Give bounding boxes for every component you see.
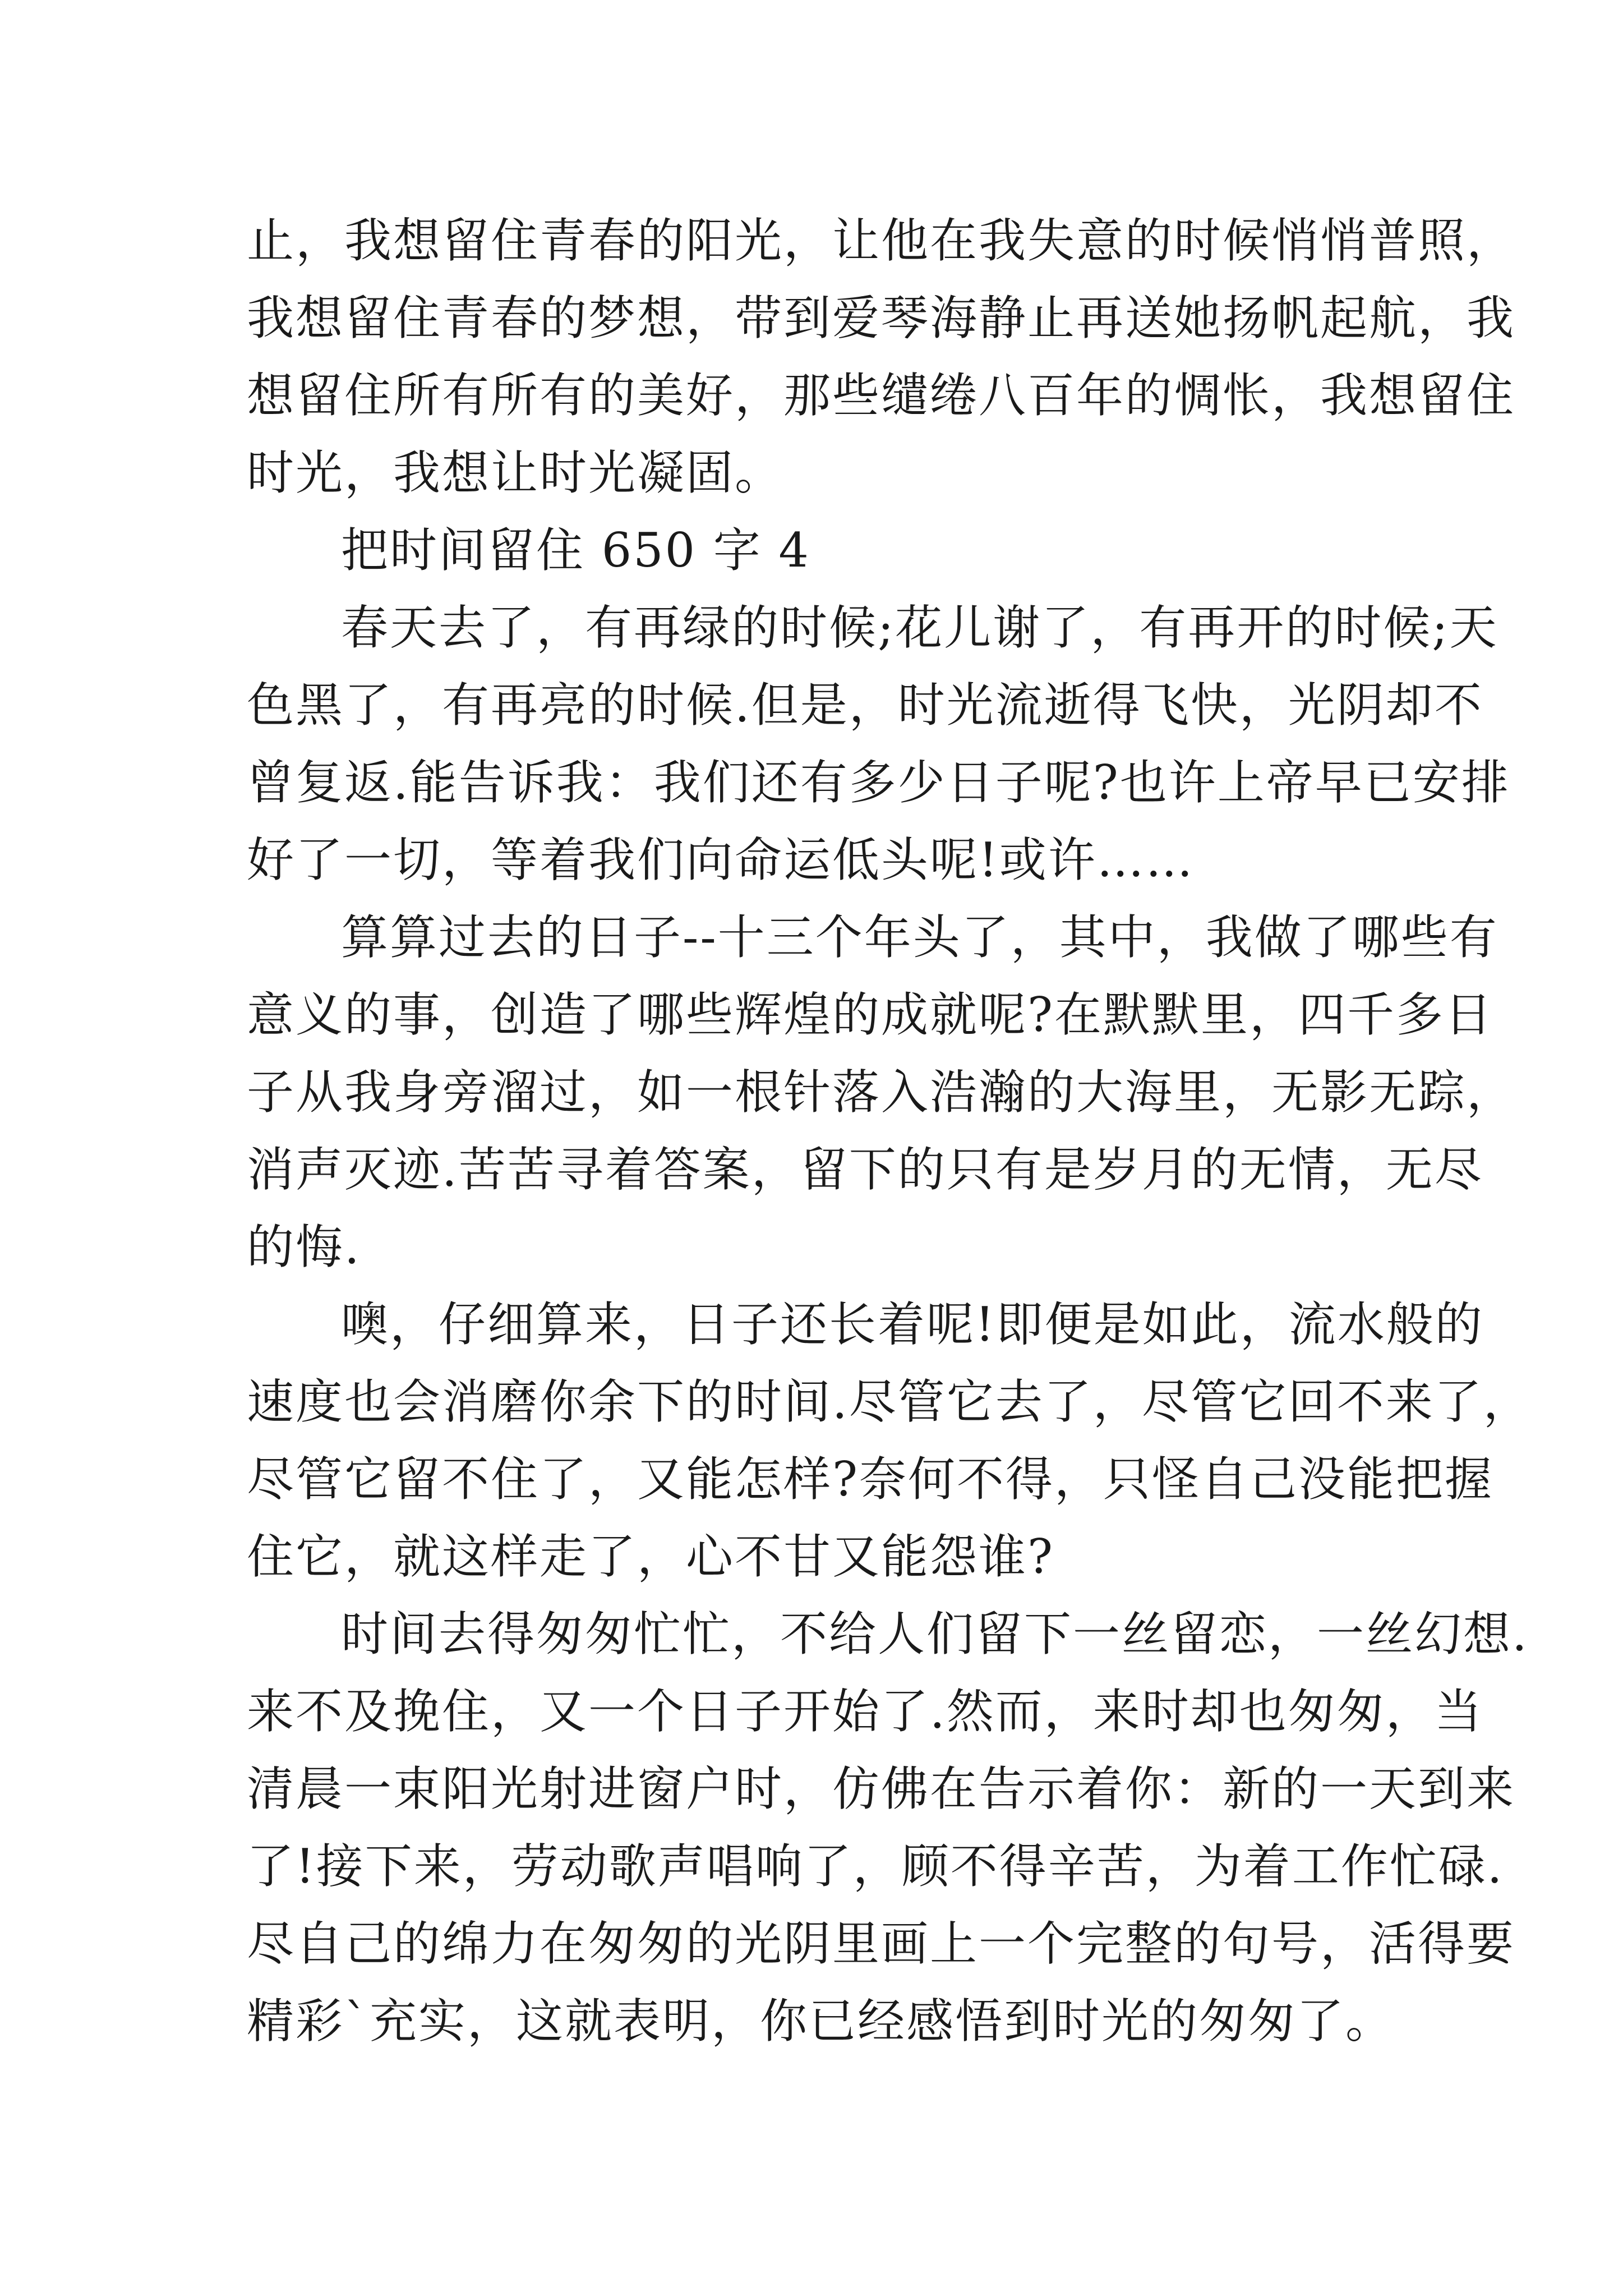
paragraph-1 xyxy=(247,202,1516,512)
text-line: 想留住所有所有的美好，那些缱绻八百年的惆怅，我想留住 xyxy=(247,368,1516,423)
text-line: 子从我身旁溜过，如一根针落入浩瀚的大海里，无影无踪， xyxy=(247,1065,1516,1120)
text-line: 了!接下来，劳动歌声唱响了，顾不得辛苦，为着工作忙碌. xyxy=(247,1839,1504,1894)
text-line: 清晨一束阳光射进窗户时，仿佛在告示着你：新的一天到来 xyxy=(247,1761,1516,1816)
text-line: 意义的事，创造了哪些辉煌的成就呢?在默默里，四千多日 xyxy=(247,987,1494,1042)
paragraph-5 xyxy=(247,1595,1529,2060)
text-line: 我想留住青春的梦想，带到爱琴海静止再送她扬帆起航，我 xyxy=(247,291,1516,346)
paragraph-2 xyxy=(247,589,1510,899)
text-line: 时光，我想让时光凝固。 xyxy=(247,445,784,500)
text-line: 噢，仔细算来，日子还长着呢!即便是如此，流水般的 xyxy=(341,1297,1484,1352)
text-line: 消声灭迹.苦苦寻着答案，留下的只有是岁月的无情，无尽 xyxy=(247,1142,1483,1197)
text-line: 尽管它留不住了，又能怎样?奈何不得，只怪自己没能把握 xyxy=(247,1452,1494,1507)
text-line: 春天去了，有再绿的时候;花儿谢了，有再开的时候;天 xyxy=(341,600,1498,655)
text-line: 曾复返.能告诉我：我们还有多少日子呢?也许上帝早已安排 xyxy=(247,755,1510,810)
paragraph-4 xyxy=(247,1286,1532,1595)
text-line: 算算过去的日子--十三个年头了，其中，我做了哪些有 xyxy=(341,910,1498,965)
section-heading xyxy=(247,512,1402,589)
text-line: 色黑了，有再亮的时候.但是，时光流逝得飞快，光阴却不 xyxy=(247,678,1483,733)
text-line: 速度也会消磨你余下的时间.尽管它去了，尽管它回不来了， xyxy=(247,1374,1532,1429)
heading-text: 把时间留住 650 字 4 xyxy=(341,523,810,578)
text-line: 住它，就这样走了，心不甘又能怨谁? xyxy=(247,1529,1055,1584)
paragraph-3 xyxy=(247,899,1516,1286)
text-line: 时间去得匆匆忙忙，不给人们留下一丝留恋，一丝幻想. xyxy=(341,1607,1529,1662)
document-body xyxy=(247,202,1532,2060)
text-line: 来不及挽住，又一个日子开始了.然而，来时却也匆匆，当 xyxy=(247,1684,1483,1739)
text-line: 尽自己的绵力在匆匆的光阴里画上一个完整的句号，活得要 xyxy=(247,1916,1516,1971)
text-line: 的悔. xyxy=(247,1220,361,1274)
text-line: 好了一切，等着我们向命运低头呢!或许…… xyxy=(247,832,1195,887)
text-line: 精彩`充实，这就表明，你已经感悟到时光的匆匆了。 xyxy=(247,1994,1395,2049)
text-line: 止，我想留住青春的阳光，让他在我失意的时候悄悄普照， xyxy=(247,213,1516,268)
